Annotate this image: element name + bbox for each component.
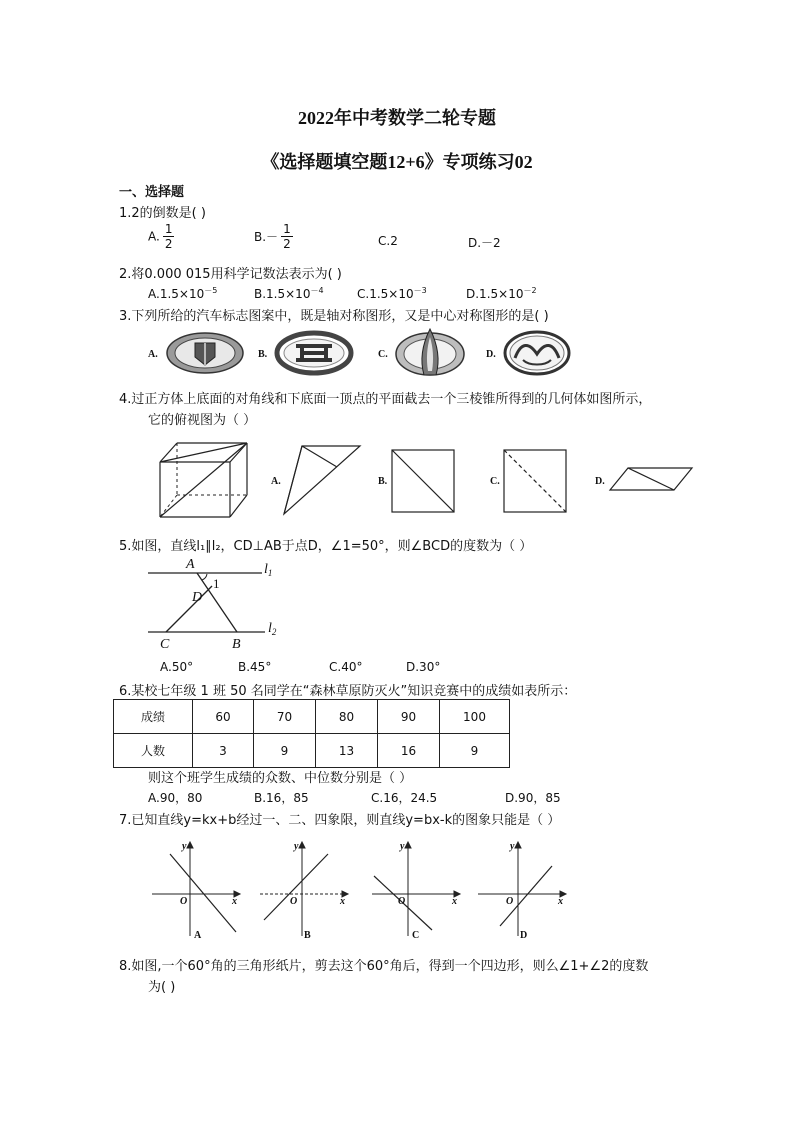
- q3-logo-d-icon[interactable]: [503, 330, 571, 376]
- q4-option-a-label[interactable]: A.: [271, 476, 281, 487]
- q7-c-origin-label: O: [398, 896, 406, 907]
- q6-option-a[interactable]: A.90，80: [148, 791, 203, 805]
- question-2-stem: 2.将0.000 015用科学记数法表示为( ): [119, 267, 342, 282]
- question-8-stem-line2: 为( ): [148, 980, 176, 995]
- q5-point-b-label: B: [232, 637, 241, 652]
- q4-solid-figure: [155, 440, 255, 520]
- q1-b-numerator: 1: [283, 222, 291, 236]
- q4-option-c-figure[interactable]: [503, 449, 567, 513]
- question-7-stem: 7.已知直线y=kx+b经过一、二、四象限，则直线y=bx-k的图象只能是（ ）: [119, 813, 561, 828]
- q2-b-base: B.1.5×10: [254, 287, 311, 301]
- q1-option-c[interactable]: C.2: [378, 234, 398, 248]
- q5-option-b[interactable]: B.45°: [238, 660, 272, 674]
- q7-graph-c[interactable]: [368, 836, 464, 942]
- table-cell: 9: [440, 734, 510, 768]
- q4-option-a-figure[interactable]: [282, 444, 362, 516]
- q1-option-b[interactable]: [254, 222, 293, 251]
- q5-option-a[interactable]: A.50°: [160, 660, 194, 674]
- question-5-stem: 5.如图，直线l₁∥l₂，CD⊥AB于点D，∠1=50°，则∠BCD的度数为（ ）: [119, 539, 533, 554]
- table-row: [114, 700, 510, 734]
- q1-option-d[interactable]: D.－2: [468, 236, 501, 250]
- q1-option-a-fraction: [163, 222, 175, 251]
- q6-option-d[interactable]: D.90，85: [505, 791, 561, 805]
- q7-option-b-label: B: [304, 930, 311, 941]
- table-cell: 80: [316, 700, 378, 734]
- table-row: [114, 734, 510, 768]
- q5-point-d-label: D: [192, 590, 203, 605]
- q7-graph-d[interactable]: [474, 836, 570, 942]
- q5-point-c-label: C: [160, 637, 170, 652]
- q3-logo-b-icon[interactable]: [274, 330, 354, 376]
- table-cell: 60: [193, 700, 254, 734]
- q7-b-x-axis-label: x: [340, 896, 345, 907]
- section-heading: 一、选择题: [119, 185, 185, 200]
- q7-graph-b[interactable]: [256, 836, 352, 942]
- q7-d-y-axis-label: y: [510, 841, 515, 852]
- q2-a-exponent: －5: [204, 286, 218, 295]
- q5-line-l1-label: $l_1$: [264, 562, 273, 578]
- q5-option-d[interactable]: D.30°: [406, 660, 441, 674]
- q3-logo-c-icon[interactable]: [394, 327, 466, 377]
- q5-point-a-label: A: [186, 557, 195, 572]
- table-cell: 90: [378, 700, 440, 734]
- q7-a-y-axis-label: y: [182, 841, 187, 852]
- q7-d-origin-label: O: [506, 896, 514, 907]
- q3-option-b-label[interactable]: B.: [258, 349, 268, 360]
- q2-b-exponent: －4: [310, 286, 324, 295]
- q7-option-c-label: C: [412, 930, 420, 941]
- q5-angle-1-label: 1: [213, 576, 220, 591]
- table-row-header: 成绩: [114, 700, 193, 734]
- q2-c-base: C.1.5×10: [357, 287, 414, 301]
- q4-option-d-figure[interactable]: [608, 466, 694, 492]
- q2-d-exponent: －2: [523, 286, 537, 295]
- q5-line-l2-label: $l_2$: [268, 621, 277, 637]
- q1-a-numerator: 1: [164, 222, 173, 236]
- q6-option-b[interactable]: B.16，85: [254, 791, 309, 805]
- q4-option-b-figure[interactable]: [391, 449, 455, 513]
- q2-option-a[interactable]: [148, 285, 217, 301]
- document-title: 2022年中考数学二轮专题: [298, 108, 496, 128]
- question-3-stem: 3.下列所给的汽车标志图案中，既是轴对称图形，又是中心对称图形的是( ): [119, 309, 549, 324]
- question-8-stem-line1: 8.如图,一个60°角的三角形纸片，剪去这个60°角后，得到一个四边形，则么∠1+∠2的度数: [119, 959, 649, 974]
- table-cell: 3: [193, 734, 254, 768]
- q7-graph-a[interactable]: [148, 836, 244, 942]
- question-4-stem-line2: 它的俯视图为（ ）: [148, 413, 257, 428]
- question-6-stem: 6.某校七年级 1 班 50 名同学在“森林草原防灭火”知识竞赛中的成绩如表所示：: [119, 684, 577, 699]
- q7-c-x-axis-label: x: [452, 896, 457, 907]
- q2-c-exponent: －3: [413, 286, 427, 295]
- q4-option-c-label[interactable]: C.: [490, 476, 500, 487]
- q6-score-table: [113, 699, 510, 768]
- q4-option-d-label[interactable]: D.: [595, 476, 605, 487]
- q7-b-origin-label: O: [290, 896, 298, 907]
- q7-option-a-label: A: [194, 930, 202, 941]
- q1-b-denominator: 2: [283, 237, 291, 251]
- question-1-stem: 1.2的倒数是( ): [119, 206, 206, 221]
- q7-c-y-axis-label: y: [400, 841, 405, 852]
- q1-option-b-fraction: [281, 222, 293, 251]
- q1-option-b-prefix: B.－: [254, 230, 279, 244]
- table-cell: 70: [254, 700, 316, 734]
- q1-option-a[interactable]: [148, 222, 174, 251]
- q7-option-d-label: D: [520, 930, 528, 941]
- q4-option-b-label[interactable]: B.: [378, 476, 388, 487]
- q7-d-x-axis-label: x: [558, 896, 563, 907]
- table-cell: 100: [440, 700, 510, 734]
- q3-option-c-label[interactable]: C.: [378, 349, 388, 360]
- table-row-header: 人数: [114, 734, 193, 768]
- q7-a-origin-label: O: [180, 896, 188, 907]
- q1-a-denominator: 2: [164, 237, 173, 251]
- q7-b-y-axis-label: y: [294, 841, 299, 852]
- table-cell: 13: [316, 734, 378, 768]
- q2-d-base: D.1.5×10: [466, 287, 524, 301]
- table-cell: 9: [254, 734, 316, 768]
- question-6-subquestion: 则这个班学生成绩的众数、中位数分别是（ ）: [148, 771, 413, 786]
- q5-parallel-lines-figure: [140, 556, 290, 656]
- q5-option-c[interactable]: C.40°: [329, 660, 363, 674]
- q3-option-d-label[interactable]: D.: [486, 349, 496, 360]
- q3-logo-a-icon[interactable]: [165, 331, 245, 375]
- q2-option-b[interactable]: [254, 285, 324, 301]
- table-cell: 16: [378, 734, 440, 768]
- q2-a-base: A.1.5×10: [148, 287, 205, 301]
- q7-a-x-axis-label: x: [232, 896, 237, 907]
- question-4-stem-line1: 4.过正方体上底面的对角线和下底面一顶点的平面截去一个三棱锥所得到的几何体如图所示，: [119, 392, 652, 407]
- q2-option-c[interactable]: [357, 285, 427, 301]
- q6-option-c[interactable]: C.16，24.5: [371, 791, 438, 805]
- q2-option-d[interactable]: [466, 285, 537, 301]
- q3-option-a-label[interactable]: A.: [148, 349, 158, 360]
- q1-option-a-prefix: A.: [148, 229, 160, 244]
- document-subtitle: 《选择题填空题12+6》专项练习02: [261, 152, 533, 172]
